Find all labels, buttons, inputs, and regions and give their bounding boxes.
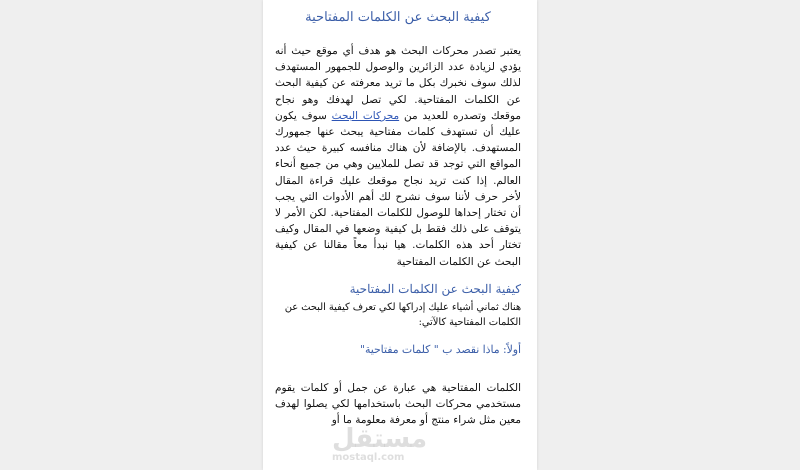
- search-engines-link[interactable]: محركات البحث: [331, 109, 400, 122]
- section-heading: كيفية البحث عن الكلمات المفتاحية: [349, 281, 521, 296]
- sub-heading-first: أولاً: ماذا نقصد ب " كلمات مفتاحية": [360, 342, 521, 356]
- document-content: [263, 10, 537, 428]
- intro-text-end: سوف يكون عليك أن تستهدف كلمات مفتاحية يبحث عنها جمهورك المستهدف. بالإضافة لأن هناك منافسه كبيرة حيث عدد المواقع التي توجد قد تصل للملايين وهي من جميع أنحاء العالم. إذا كنت تريد نجاح موقعك عليك قراءة المقال لأخر حرف لأننا سوف نشرح لك أهم الأدوات التي يجب أن تختار إحداها للوصول للكلمات المفتاحية. لكن الأمر لا يتوقف على ذلك فقط بل كيفية وضعها في المقال وكيف تختار أحد هذه الكلمات. هيا نبدأ معاً مقالنا عن كيفية البحث عن الكلمات المفتاحية: [275, 109, 521, 268]
- intro-text-start: يعتبر تصدر محركات البحث هو هدف أي موقع حيث أنه يؤدي لزيادة عدد الزائرين والوصول للجمهور المستهدف لذلك سوف نخبرك بكل ما تريد معرفته عن كيفية البحث عن الكلمات المفتاحية. لكي تصل لهدفك وهو نجاح موقعك وتصدره للعديد من: [275, 45, 521, 122]
- section-intro: هناك ثماني أشياء عليك إدراكها لكي تعرف كيفية البحث عن الكلمات المفتاحية كالآتي:: [284, 301, 521, 329]
- document-title: كيفية البحث عن الكلمات المفتاحية: [305, 10, 491, 25]
- watermark-domain: mostaql.com: [332, 452, 405, 463]
- definition-paragraph: الكلمات المفتاحية هي عبارة عن جمل أو كلمات يقوم مستخدمي محركات البحث باستخدامها لكي يصلوا لهدف معين مثل شراء منتج أو معرفة معلومة ما أو: [275, 381, 521, 427]
- intro-paragraph: [275, 43, 521, 270]
- watermark-logo: [332, 424, 428, 463]
- document-page: [263, 0, 537, 470]
- watermark-text: مستقل: [332, 424, 428, 454]
